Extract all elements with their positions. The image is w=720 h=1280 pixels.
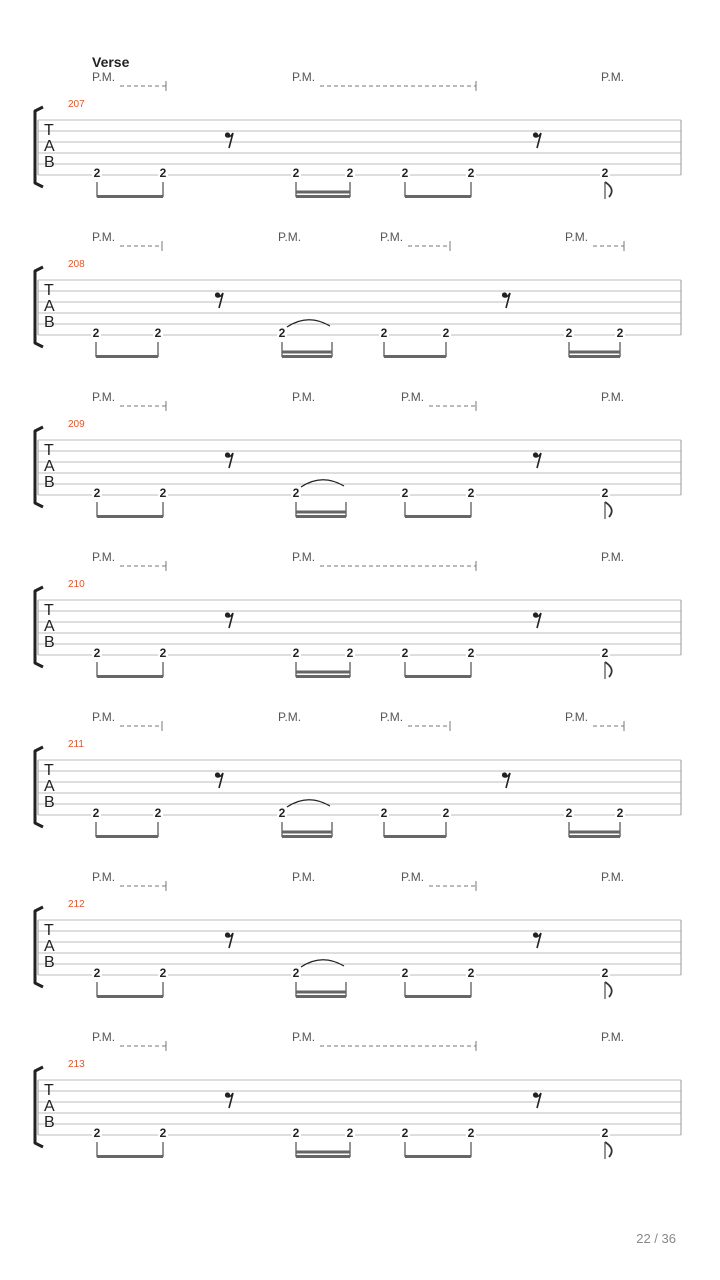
fret-number: 2 bbox=[159, 646, 167, 660]
tab-system-208 bbox=[35, 230, 681, 357]
tab-system-211 bbox=[35, 710, 681, 837]
fret-number: 2 bbox=[154, 326, 162, 340]
fret-number: 2 bbox=[292, 166, 300, 180]
fret-number: 2 bbox=[601, 646, 609, 660]
tab-letter-t: T bbox=[44, 762, 54, 779]
palm-mute-label: P.M. bbox=[601, 1030, 625, 1044]
fret-number: 2 bbox=[92, 326, 100, 340]
fret-number: 2 bbox=[401, 1126, 409, 1140]
palm-mute-label: P.M. bbox=[601, 870, 625, 884]
palm-mute-label: P.M. bbox=[565, 710, 589, 724]
fret-number: 2 bbox=[292, 1126, 300, 1140]
fret-number: 2 bbox=[292, 646, 300, 660]
eighth-rest bbox=[533, 132, 541, 148]
eighth-rest bbox=[225, 612, 233, 628]
measure-number: 210 bbox=[68, 579, 85, 590]
palm-mute-label: P.M. bbox=[278, 230, 302, 244]
fret-number: 2 bbox=[467, 966, 475, 980]
fret-number: 2 bbox=[401, 486, 409, 500]
fret-number: 2 bbox=[159, 1126, 167, 1140]
fret-number: 2 bbox=[159, 966, 167, 980]
fret-number: 2 bbox=[467, 166, 475, 180]
fret-number: 2 bbox=[565, 326, 573, 340]
fret-number: 2 bbox=[467, 646, 475, 660]
eighth-rest bbox=[225, 1092, 233, 1108]
palm-mute-label: P.M. bbox=[92, 70, 116, 84]
palm-mute-label: P.M. bbox=[601, 70, 625, 84]
palm-mute-label: P.M. bbox=[292, 1030, 316, 1044]
measure-number: 211 bbox=[68, 739, 84, 750]
palm-mute-label: P.M. bbox=[292, 550, 316, 564]
eighth-flag bbox=[605, 1142, 612, 1157]
eighth-flag bbox=[605, 982, 612, 997]
fret-number: 2 bbox=[616, 806, 624, 820]
fret-number: 2 bbox=[380, 806, 388, 820]
palm-mute-label: P.M. bbox=[92, 390, 116, 404]
tie-arc bbox=[301, 960, 344, 967]
palm-mute-label: P.M. bbox=[601, 390, 625, 404]
fret-number: 2 bbox=[278, 806, 286, 820]
fret-number: 2 bbox=[346, 166, 354, 180]
eighth-rest bbox=[225, 132, 233, 148]
tab-letter-b: B bbox=[44, 154, 55, 171]
tab-letter-a: A bbox=[44, 458, 55, 475]
tab-letter-a: A bbox=[44, 618, 55, 635]
palm-mute-label: P.M. bbox=[92, 870, 116, 884]
tab-letter-a: A bbox=[44, 138, 55, 155]
eighth-rest bbox=[533, 932, 541, 948]
eighth-flag bbox=[605, 502, 612, 517]
eighth-rest bbox=[225, 452, 233, 468]
eighth-rest bbox=[533, 1092, 541, 1108]
fret-number: 2 bbox=[154, 806, 162, 820]
measure-number: 209 bbox=[68, 419, 85, 430]
eighth-rest bbox=[533, 612, 541, 628]
fret-number: 2 bbox=[92, 806, 100, 820]
tab-system-212 bbox=[35, 870, 681, 999]
measure-number: 208 bbox=[68, 259, 85, 270]
palm-mute-label: P.M. bbox=[401, 390, 425, 404]
measure-number: 213 bbox=[68, 1059, 85, 1070]
palm-mute-label: P.M. bbox=[601, 550, 625, 564]
palm-mute-label: P.M. bbox=[292, 390, 316, 404]
tie-arc bbox=[287, 800, 330, 807]
eighth-rest bbox=[502, 772, 510, 788]
tab-letter-b: B bbox=[44, 634, 55, 651]
fret-number: 2 bbox=[93, 1126, 101, 1140]
palm-mute-label: P.M. bbox=[92, 710, 116, 724]
section-title: Verse bbox=[92, 54, 130, 70]
fret-number: 2 bbox=[442, 326, 450, 340]
fret-number: 2 bbox=[565, 806, 573, 820]
tab-letter-b: B bbox=[44, 1114, 55, 1131]
tab-letter-t: T bbox=[44, 122, 54, 139]
eighth-flag bbox=[605, 182, 612, 197]
fret-number: 2 bbox=[346, 1126, 354, 1140]
fret-number: 2 bbox=[346, 646, 354, 660]
tab-system-207 bbox=[35, 70, 681, 199]
fret-number: 2 bbox=[601, 966, 609, 980]
tab-letter-b: B bbox=[44, 474, 55, 491]
eighth-flag bbox=[605, 662, 612, 677]
fret-number: 2 bbox=[467, 486, 475, 500]
tab-letter-b: B bbox=[44, 314, 55, 331]
measure-number: 212 bbox=[68, 899, 85, 910]
palm-mute-label: P.M. bbox=[292, 870, 316, 884]
fret-number: 2 bbox=[93, 646, 101, 660]
tab-letter-a: A bbox=[44, 298, 55, 315]
palm-mute-label: P.M. bbox=[92, 1030, 116, 1044]
eighth-rest bbox=[215, 772, 223, 788]
fret-number: 2 bbox=[401, 966, 409, 980]
fret-number: 2 bbox=[159, 486, 167, 500]
page-number: 22 / 36 bbox=[636, 1231, 676, 1246]
fret-number: 2 bbox=[93, 966, 101, 980]
eighth-rest bbox=[533, 452, 541, 468]
fret-number: 2 bbox=[616, 326, 624, 340]
tab-system-210 bbox=[35, 550, 681, 679]
fret-number: 2 bbox=[601, 486, 609, 500]
tie-arc bbox=[287, 320, 330, 327]
tab-letter-t: T bbox=[44, 602, 54, 619]
tab-letter-a: A bbox=[44, 778, 55, 795]
palm-mute-label: P.M. bbox=[380, 230, 404, 244]
fret-number: 2 bbox=[159, 166, 167, 180]
eighth-rest bbox=[225, 932, 233, 948]
palm-mute-label: P.M. bbox=[292, 70, 316, 84]
tab-letter-t: T bbox=[44, 442, 54, 459]
tab-letter-t: T bbox=[44, 282, 54, 299]
palm-mute-label: P.M. bbox=[92, 230, 116, 244]
palm-mute-label: P.M. bbox=[278, 710, 302, 724]
tab-letter-b: B bbox=[44, 954, 55, 971]
fret-number: 2 bbox=[93, 166, 101, 180]
fret-number: 2 bbox=[601, 166, 609, 180]
tab-letter-t: T bbox=[44, 1082, 54, 1099]
tab-letter-a: A bbox=[44, 938, 55, 955]
measure-number: 207 bbox=[68, 99, 85, 110]
tie-arc bbox=[301, 480, 344, 487]
palm-mute-label: P.M. bbox=[565, 230, 589, 244]
fret-number: 2 bbox=[380, 326, 388, 340]
palm-mute-label: P.M. bbox=[380, 710, 404, 724]
tab-system-209 bbox=[35, 390, 681, 519]
fret-number: 2 bbox=[467, 1126, 475, 1140]
fret-number: 2 bbox=[401, 166, 409, 180]
tab-letter-t: T bbox=[44, 922, 54, 939]
tab-system-213 bbox=[35, 1030, 681, 1159]
palm-mute-label: P.M. bbox=[401, 870, 425, 884]
tab-letter-a: A bbox=[44, 1098, 55, 1115]
fret-number: 2 bbox=[442, 806, 450, 820]
palm-mute-label: P.M. bbox=[92, 550, 116, 564]
fret-number: 2 bbox=[93, 486, 101, 500]
tab-letter-b: B bbox=[44, 794, 55, 811]
fret-number: 2 bbox=[401, 646, 409, 660]
eighth-rest bbox=[502, 292, 510, 308]
fret-number: 2 bbox=[292, 966, 300, 980]
eighth-rest bbox=[215, 292, 223, 308]
fret-number: 2 bbox=[292, 486, 300, 500]
fret-number: 2 bbox=[601, 1126, 609, 1140]
fret-number: 2 bbox=[278, 326, 286, 340]
